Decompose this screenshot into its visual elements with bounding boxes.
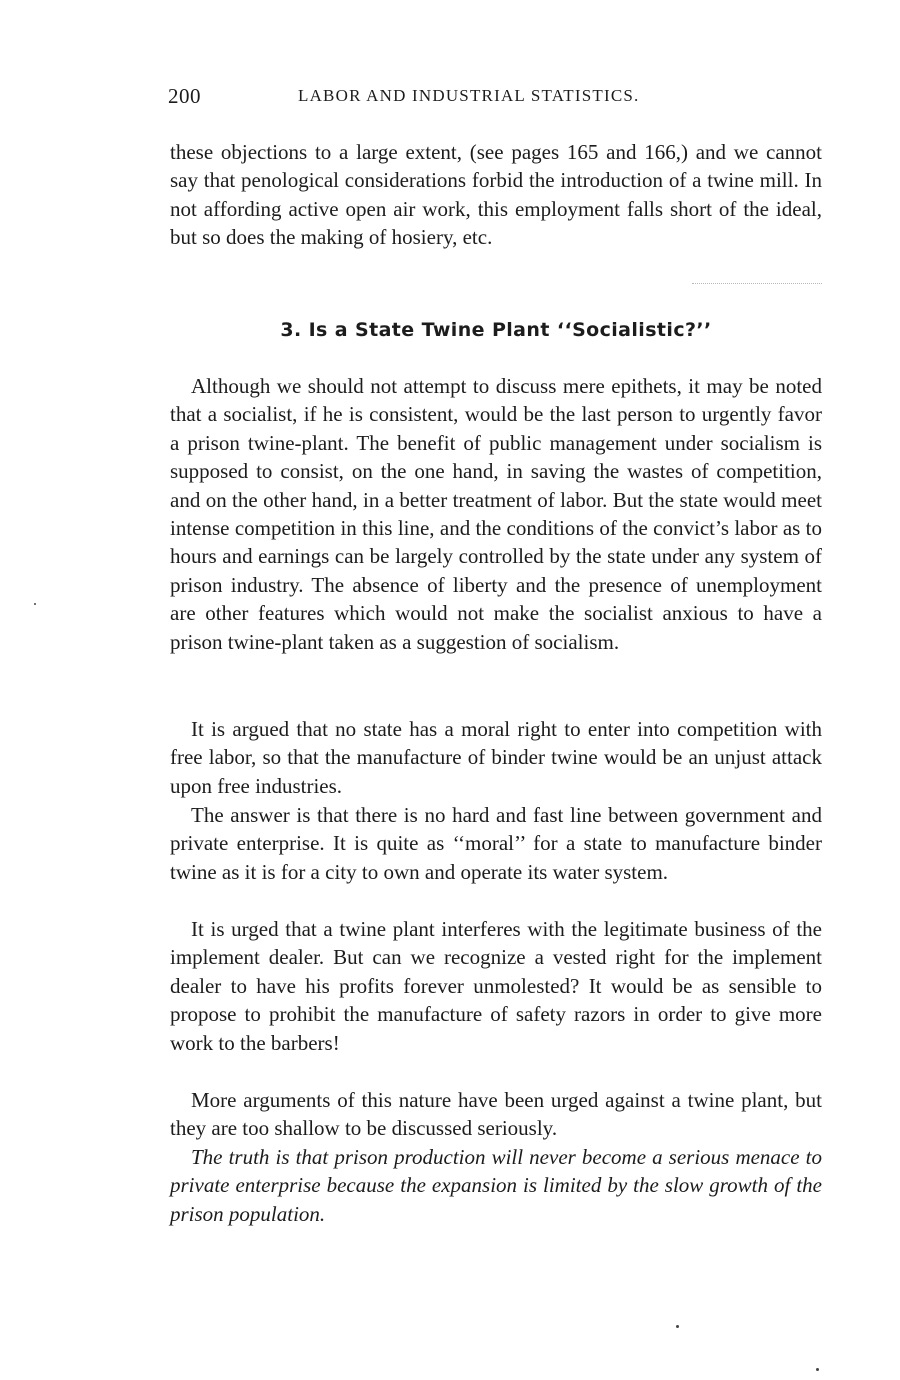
paragraph-moral-right: It is argued that no state has a moral right to enter into competition with free labor, so that the manufacture of binder twine would be an unjust attack upon free industries.: [170, 717, 822, 798]
paragraph-shallow-arguments: More arguments of this nature have been urged against a twine plant, but they are too shallow to be discussed seriously.: [170, 1088, 822, 1141]
paragraph-conclusion: The truth is that prison production will never become a serious menace to private enterprise because the expansion is limited by the slow growth of the prison population.: [170, 1145, 822, 1226]
paragraph-answer: The answer is that there is no hard and fast line between government and private enterprise. It is quite as ‘‘moral’’ for a state to manufacture binder twine as it is for a city to own and operate its water system.: [170, 803, 822, 884]
section-divider: [692, 283, 822, 284]
scan-speck: [34, 603, 36, 605]
paragraph-continuation: these objections to a large extent, (see pages 165 and 166,) and we cannot say that penological considerations forbid the introduction of a twine mill. In not affording active open air work, this employment falls short of the ideal, but so does the making of hosiery, etc.: [170, 140, 822, 250]
scan-speck: [676, 1325, 679, 1328]
section-heading: 3. Is a State Twine Plant ‘‘Socialistic?’’: [280, 319, 712, 341]
scan-speck: [816, 1368, 819, 1371]
page-number: 200: [168, 84, 201, 108]
running-head: [168, 84, 698, 112]
running-title: LABOR AND INDUSTRIAL STATISTICS.: [298, 86, 640, 105]
paragraph-implement-dealer: It is urged that a twine plant interferes with the legitimate business of the implement dealer. But can we recognize a vested right for the implement dealer to have his profits forever unmolested? It would be as sensible to propose to prohibit the manufacture of safety razors in order to give more work to the barbers!: [170, 917, 822, 1055]
paragraph-socialism: Although we should not attempt to discuss mere epithets, it may be noted that a socialist, if he is consistent, would be the last person to urgently favor a prison twine-plant. The benefit of public management under socialism is supposed to consist, on the one hand, in saving the wastes of competition, and on the other hand, in a better treatment of labor. But the state would meet intense competition in this line, and the conditions of the convict’s labor as to hours and earnings can be largely controlled by the state under any system of prison industry. The absence of liberty and the presence of unemployment are other features which would not make the socialist anxious to have a prison twine-plant taken as a suggestion of socialism.: [170, 374, 822, 654]
